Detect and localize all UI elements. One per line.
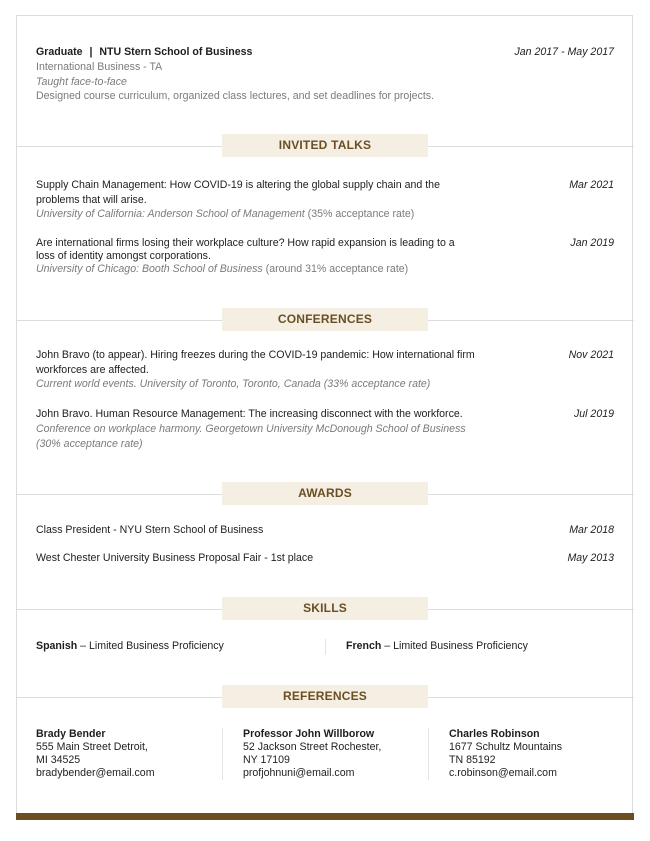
experience-org: NTU Stern School of Business [99,46,253,58]
talk-title: Are international firms losing their workplace culture? How rapid expansion is leading to a loss of identity amongst corporations. [36,237,455,262]
reference-name: Professor John Willborow [243,728,375,740]
conference-venue: Current world events. University of Toronto, Toronto, Canada (33% acceptance rate) [36,378,431,390]
section-heading-skills: SKILLS [222,597,428,620]
conference-date: Jul 2019 [573,408,614,420]
conference-venue: Conference on workplace harmony. Georgetown University McDonough School of Business (30% acceptance rate) [36,423,466,450]
skills-divider [325,639,326,655]
skill-item [36,640,224,653]
experience-mode: Taught face-to-face [36,76,127,88]
experience-role: Graduate [36,46,83,58]
talk-date: Mar 2021 [569,179,614,191]
experience-subtitle: International Business - TA [36,61,163,73]
section-heading-references: REFERENCES [222,685,428,708]
reference-name: Brady Bender [36,728,106,740]
reference-address-line1: 1677 Schultz Mountains [449,741,563,753]
reference-card [243,728,381,780]
talk-venue-line [36,263,408,276]
skill-level: – Limited Business Proficiency [381,640,528,652]
skill-level: – Limited Business Proficiency [77,640,224,652]
conference-date: Nov 2021 [568,349,614,361]
references-divider [428,728,429,780]
award-date: Mar 2018 [569,524,614,536]
references-divider [222,728,223,780]
reference-card [449,728,562,780]
reference-card [36,728,155,780]
experience-header [36,46,252,59]
reference-email: bradybender@email.com [36,767,155,779]
footer-accent-bar [16,813,634,820]
reference-email: c.robinson@email.com [449,767,557,779]
reference-address-line2: MI 34525 [36,754,81,766]
reference-address-line2: TN 85192 [449,754,496,766]
section-heading-conferences: CONFERENCES [222,308,428,331]
experience-dates: Jan 2017 - May 2017 [514,46,614,58]
talk-title: Supply Chain Management: How COVID-19 is altering the global supply chain and the problems that will arise. [36,179,440,206]
conference-title: John Bravo. Human Resource Management: The increasing disconnect with the workforce. [36,408,463,420]
skill-name: French [346,640,382,652]
experience-separator: | [89,46,93,58]
reference-name: Charles Robinson [449,728,540,740]
talk-venue: University of California: Anderson School of Management [36,208,305,220]
talk-date: Jan 2019 [570,237,614,249]
reference-address-line2: NY 17109 [243,754,290,766]
talk-venue: University of Chicago: Booth School of Business [36,263,263,275]
award-title: Class President - NYU Stern School of Business [36,524,264,536]
reference-address-line1: 52 Jackson Street Rochester, [243,741,382,753]
skill-name: Spanish [36,640,78,652]
reference-email: profjohnuni@email.com [243,767,355,779]
skill-item [346,640,528,653]
section-heading-awards: AWARDS [222,482,428,505]
conference-title: John Bravo (to appear). Hiring freezes during the COVID-19 pandemic: How international firm workforces are affected. [36,349,475,376]
reference-address-line1: 555 Main Street Detroit, [36,741,148,753]
talk-note: (around 31% acceptance rate) [265,263,409,275]
section-heading-invited-talks: INVITED TALKS [222,134,428,157]
award-date: May 2013 [567,552,614,564]
talk-note: (35% acceptance rate) [307,208,415,220]
award-title: West Chester University Business Proposal Fair - 1st place [36,552,314,564]
experience-description: Designed course curriculum, organized class lectures, and set deadlines for projects. [36,90,435,102]
talk-venue-line [36,208,414,221]
